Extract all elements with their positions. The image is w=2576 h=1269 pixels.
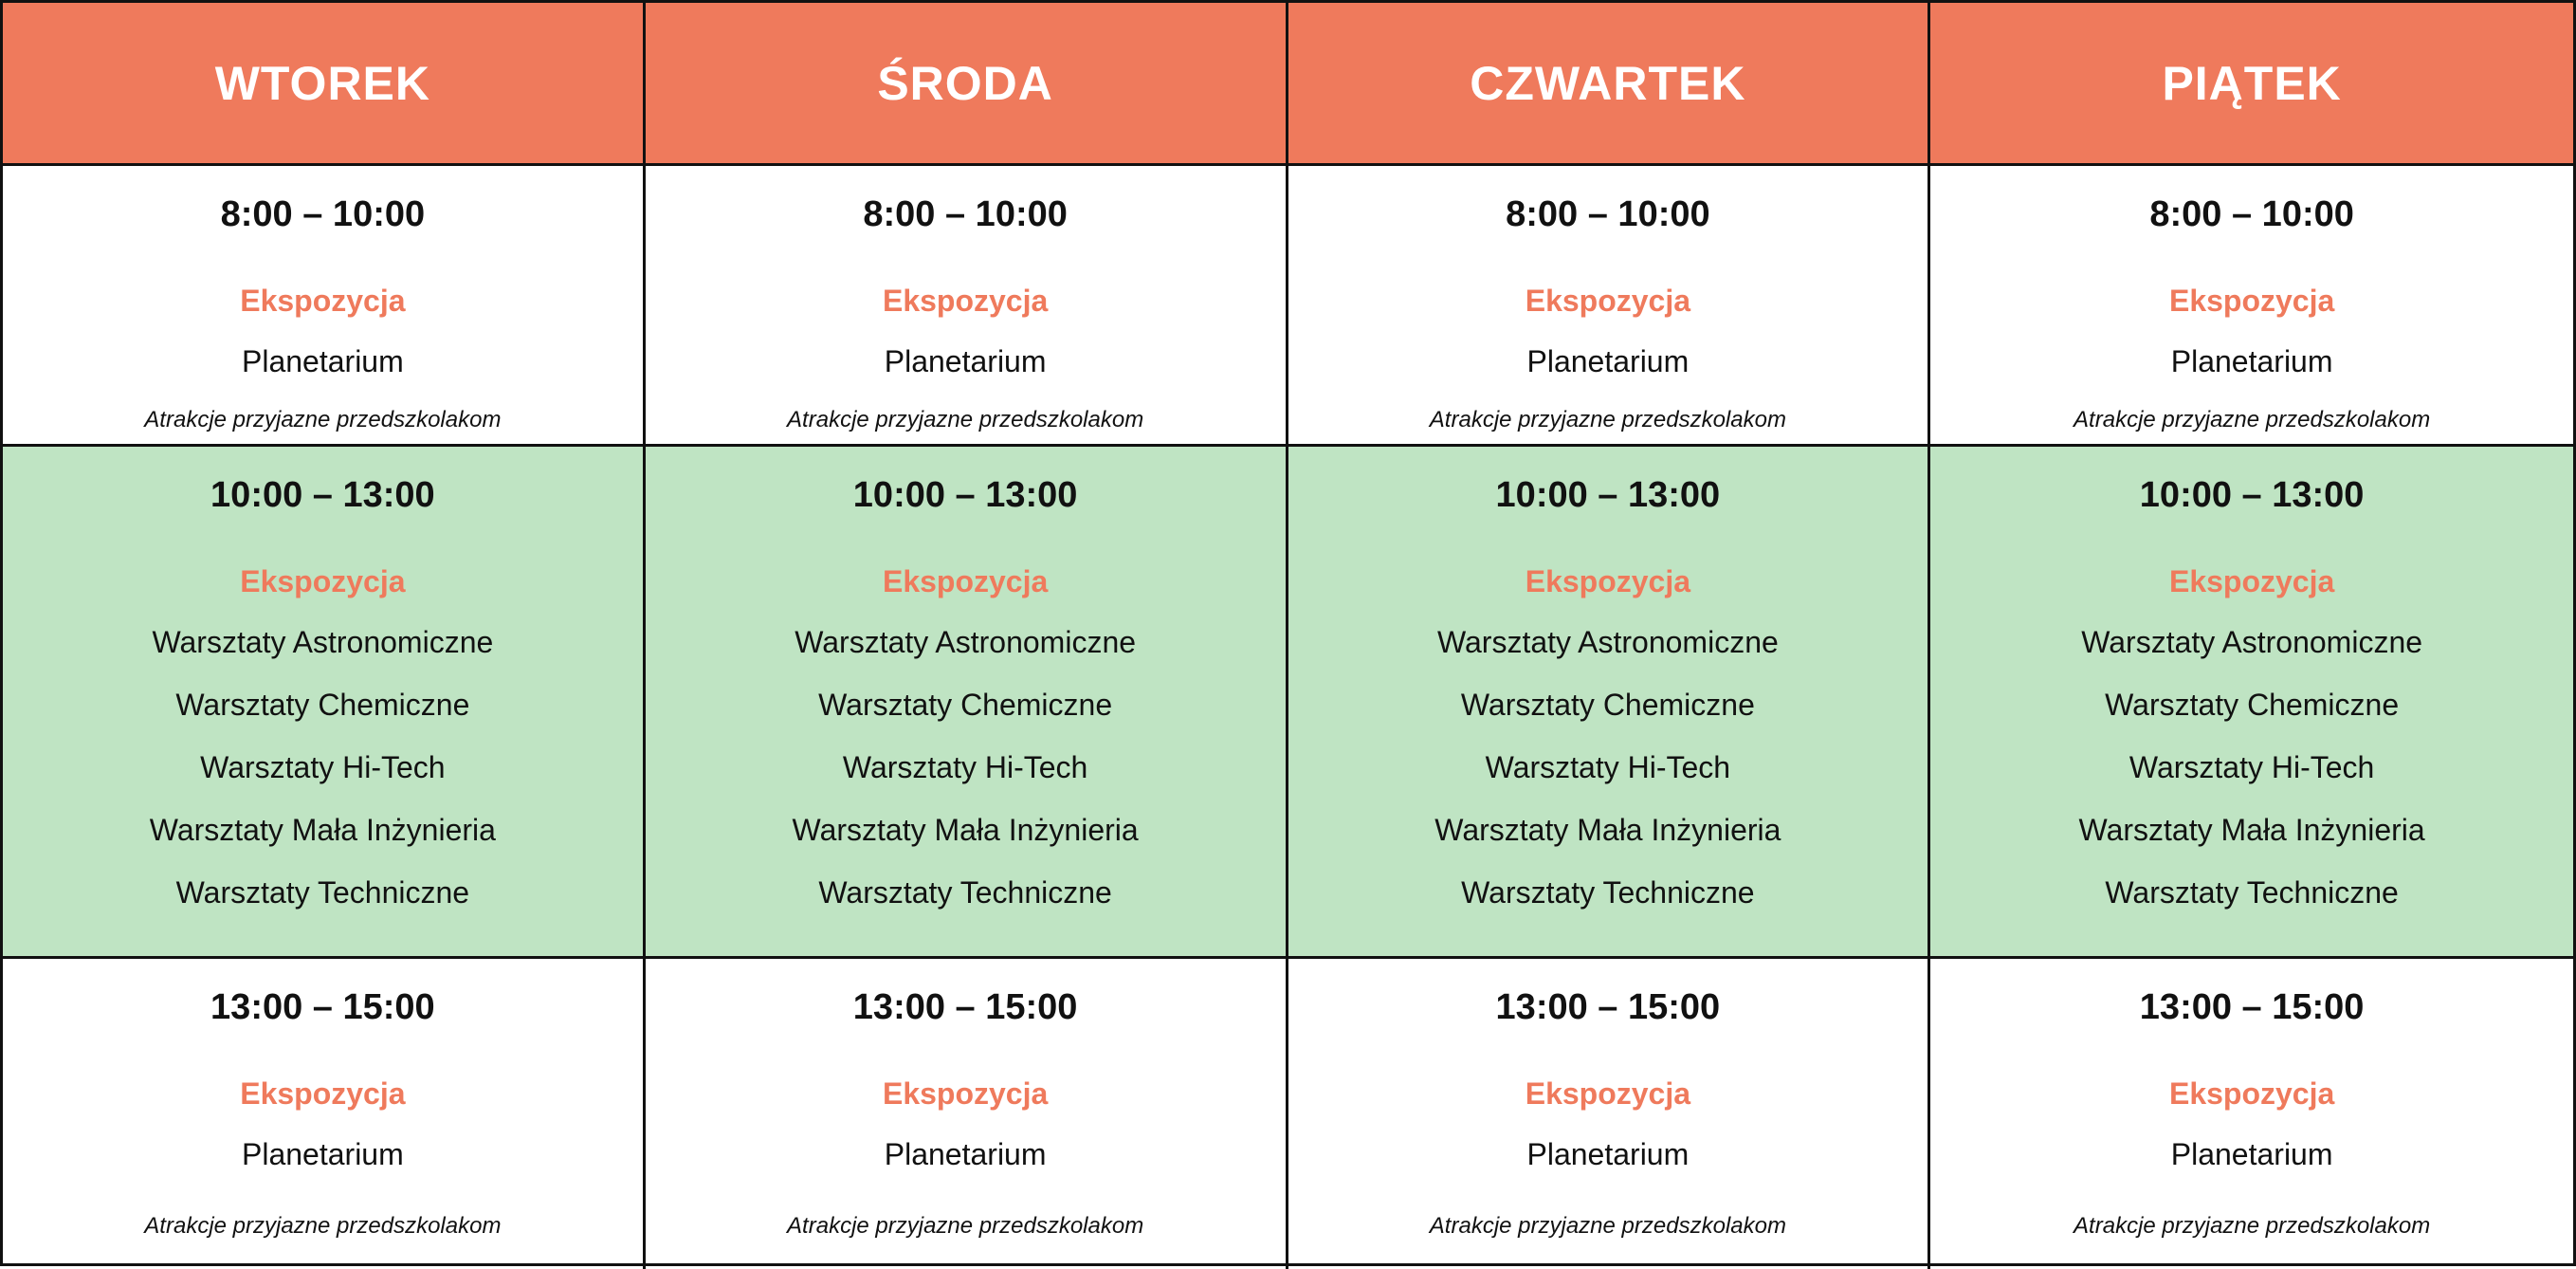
- slot-cell-morning: [3, 166, 646, 447]
- slot-label: Ekspozycja: [240, 284, 406, 318]
- slot-label: Ekspozycja: [1525, 1076, 1691, 1111]
- slot-cell-morning: [1930, 166, 2573, 447]
- slot-item: Planetarium: [884, 1137, 1047, 1171]
- slot-item: Warsztaty Astronomiczne: [1436, 625, 1779, 659]
- slot-cell-afternoon: [1930, 959, 2573, 1269]
- slot-item: Planetarium: [242, 1137, 404, 1171]
- slot-time: 13:00 – 15:00: [852, 987, 1078, 1027]
- slot-label: Ekspozycja: [240, 1076, 406, 1111]
- slot-note: Atrakcje przyjazne przedszkolakom: [144, 1213, 502, 1239]
- day-header-piatek: [1930, 3, 2573, 166]
- slot-time: 8:00 – 10:00: [220, 194, 426, 234]
- slot-note: Atrakcje przyjazne przedszkolakom: [2074, 1213, 2431, 1239]
- day-name: WTOREK: [214, 56, 431, 110]
- slot-time: 10:00 – 13:00: [2139, 475, 2365, 515]
- day-name: PIĄTEK: [2162, 56, 2342, 110]
- slot-note: Atrakcje przyjazne przedszkolakom: [1429, 407, 1786, 432]
- slot-cell-midday: [646, 447, 1288, 959]
- slot-item: Warsztaty Chemiczne: [175, 688, 470, 722]
- slot-item: Planetarium: [2170, 344, 2333, 378]
- slot-note: Atrakcje przyjazne przedszkolakom: [144, 407, 502, 432]
- slot-item: Warsztaty Mała Inżynieria: [1434, 813, 1781, 847]
- slot-item: Warsztaty Techniczne: [818, 875, 1112, 910]
- slot-item: Warsztaty Chemiczne: [2105, 688, 2400, 722]
- slot-item: Planetarium: [2170, 1137, 2333, 1171]
- slot-item: Warsztaty Astronomiczne: [152, 625, 494, 659]
- slot-item: Warsztaty Hi-Tech: [1485, 750, 1731, 784]
- slot-label: Ekspozycja: [2168, 564, 2335, 598]
- slot-note: Atrakcje przyjazne przedszkolakom: [787, 1213, 1144, 1239]
- slot-time: 8:00 – 10:00: [863, 194, 1068, 234]
- slot-note: Atrakcje przyjazne przedszkolakom: [2074, 407, 2431, 432]
- slot-item: Warsztaty Techniczne: [175, 875, 470, 910]
- slot-time: 10:00 – 13:00: [1495, 475, 1721, 515]
- slot-item: Warsztaty Mała Inżynieria: [792, 813, 1139, 847]
- slot-cell-midday: [1288, 447, 1931, 959]
- day-name: CZWARTEK: [1470, 56, 1746, 110]
- slot-cell-afternoon: [646, 959, 1288, 1269]
- slot-time: 8:00 – 10:00: [2149, 194, 2354, 234]
- slot-cell-morning: [646, 166, 1288, 447]
- slot-label: Ekspozycja: [882, 564, 1049, 598]
- slot-item: Planetarium: [1526, 344, 1690, 378]
- slot-item: Warsztaty Chemiczne: [818, 688, 1113, 722]
- slot-item: Warsztaty Astronomiczne: [795, 625, 1137, 659]
- slot-cell-morning: [1288, 166, 1931, 447]
- slot-cell-midday: [3, 447, 646, 959]
- slot-label: Ekspozycja: [2168, 284, 2335, 318]
- slot-label: Ekspozycja: [1525, 564, 1691, 598]
- day-header-czwartek: [1288, 3, 1931, 166]
- slot-label: Ekspozycja: [240, 564, 406, 598]
- slot-item: Warsztaty Chemiczne: [1460, 688, 1755, 722]
- slot-item: Planetarium: [1526, 1137, 1690, 1171]
- slot-label: Ekspozycja: [882, 284, 1049, 318]
- slot-time: 8:00 – 10:00: [1506, 194, 1710, 234]
- day-name: ŚRODA: [877, 56, 1053, 110]
- slot-time: 13:00 – 15:00: [1495, 987, 1721, 1027]
- slot-label: Ekspozycja: [1525, 284, 1691, 318]
- slot-item: Warsztaty Techniczne: [1461, 875, 1755, 910]
- slot-time: 13:00 – 15:00: [210, 987, 435, 1027]
- slot-cell-afternoon: [1288, 959, 1931, 1269]
- slot-cell-midday: [1930, 447, 2573, 959]
- slot-label: Ekspozycja: [2168, 1076, 2335, 1111]
- slot-note: Atrakcje przyjazne przedszkolakom: [1429, 1213, 1786, 1239]
- slot-item: Warsztaty Mała Inżynieria: [2078, 813, 2425, 847]
- slot-note: Atrakcje przyjazne przedszkolakom: [787, 407, 1144, 432]
- slot-item: Warsztaty Hi-Tech: [2128, 750, 2375, 784]
- day-header-sroda: [646, 3, 1288, 166]
- slot-time: 13:00 – 15:00: [2139, 987, 2365, 1027]
- slot-item: Warsztaty Techniczne: [2105, 875, 2399, 910]
- slot-item: Warsztaty Mała Inżynieria: [149, 813, 496, 847]
- slot-label: Ekspozycja: [882, 1076, 1049, 1111]
- slot-item: Warsztaty Hi-Tech: [200, 750, 446, 784]
- slot-item: Planetarium: [884, 344, 1047, 378]
- slot-item: Warsztaty Astronomiczne: [2081, 625, 2423, 659]
- slot-item: Warsztaty Hi-Tech: [842, 750, 1088, 784]
- day-header-wtorek: [3, 3, 646, 166]
- slot-time: 10:00 – 13:00: [852, 475, 1078, 515]
- slot-cell-afternoon: [3, 959, 646, 1269]
- slot-item: Planetarium: [242, 344, 404, 378]
- slot-time: 10:00 – 13:00: [210, 475, 435, 515]
